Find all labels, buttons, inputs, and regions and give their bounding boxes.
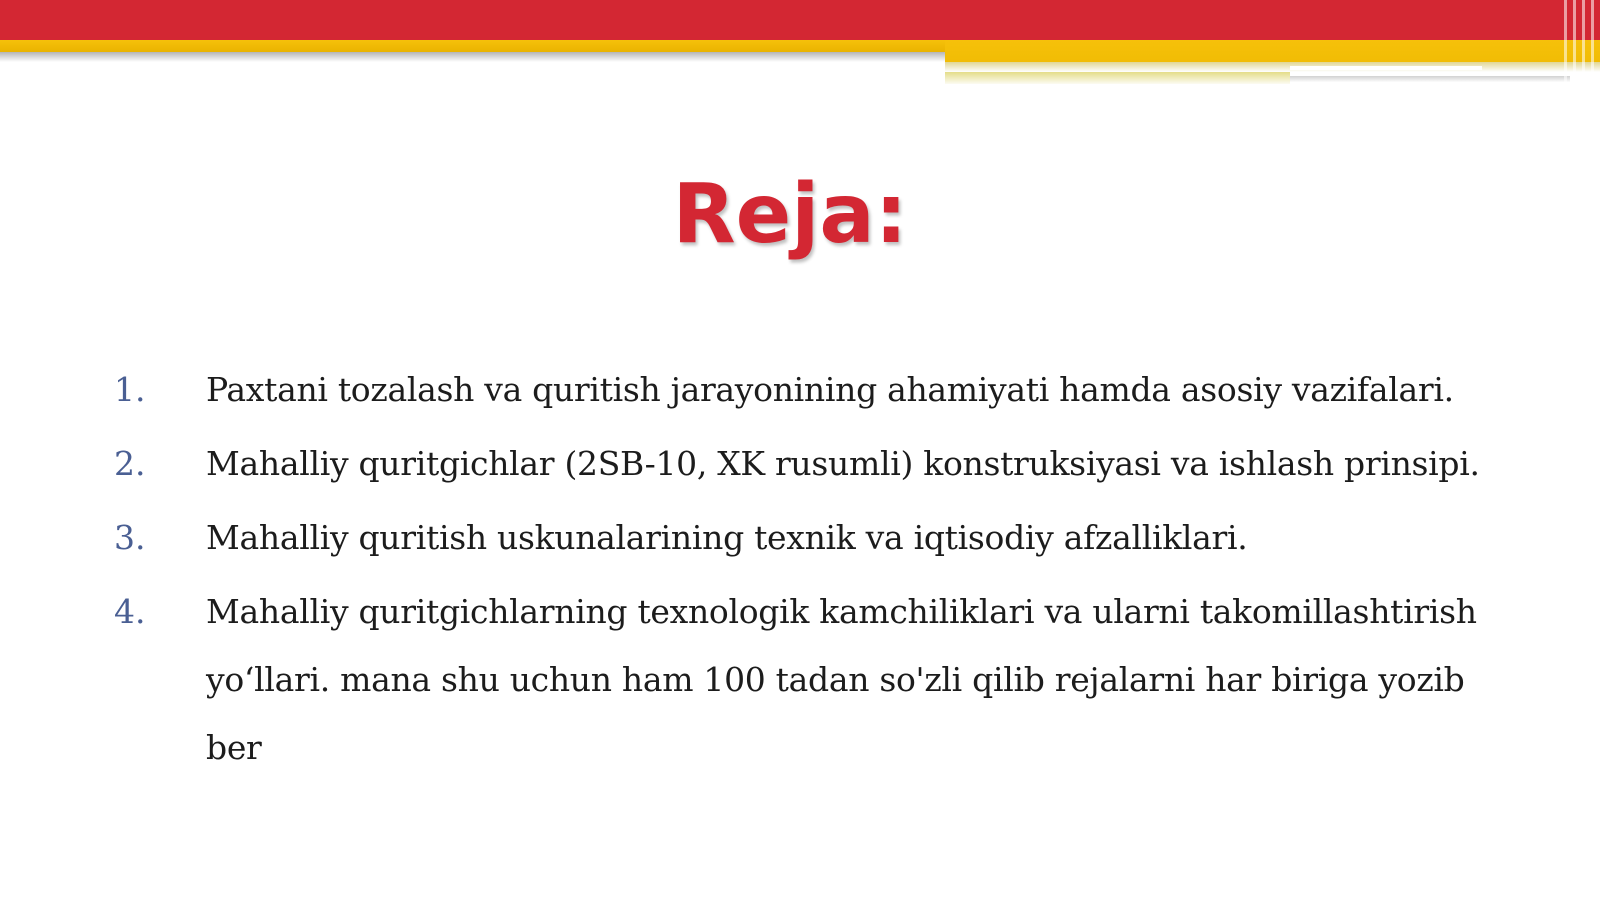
header-shadow-right	[945, 62, 1600, 72]
plan-list	[114, 356, 1514, 788]
plan-item-3	[114, 504, 1514, 572]
header-thin-white-line	[1290, 66, 1482, 70]
header-red-bar	[0, 0, 1600, 40]
plan-item-text: Mahalliy quritish uskunalarining texnik va iqtisodiy afzalliklari.	[206, 518, 1248, 557]
plan-item-text: Mahalliy quritgichlarning texnologik kamchiliklari va ularni takomillashtirish yo‘llari. mana shu uchun ham 100 tadan so'zli qilib rejalarni har biriga yozib ber	[206, 592, 1477, 767]
header-yellow-bar-left	[0, 40, 945, 52]
header-edge-stripes	[1558, 0, 1600, 84]
header-yellow-bar-right	[945, 40, 1600, 62]
plan-item-text: Paxtani tozalash va quritish jarayonining ahamiyati hamda asosiy vazifalari.	[206, 370, 1454, 409]
header-thin-grey-line	[1290, 76, 1570, 82]
plan-item-number: 4.	[114, 592, 146, 631]
slide-title: Reja:	[672, 167, 908, 262]
header-thin-yellow-line	[945, 72, 1290, 84]
plan-item-text: Mahalliy quritgichlar (2SB-10, XK rusumli) konstruksiyasi va ishlash prinsipi.	[206, 444, 1480, 483]
plan-item-4	[114, 578, 1514, 782]
plan-item-2	[114, 430, 1514, 498]
header-shadow-left	[0, 52, 945, 62]
plan-item-number: 2.	[114, 444, 146, 483]
plan-item-number: 1.	[114, 370, 146, 409]
plan-item-1	[114, 356, 1514, 424]
plan-item-number: 3.	[114, 518, 146, 557]
